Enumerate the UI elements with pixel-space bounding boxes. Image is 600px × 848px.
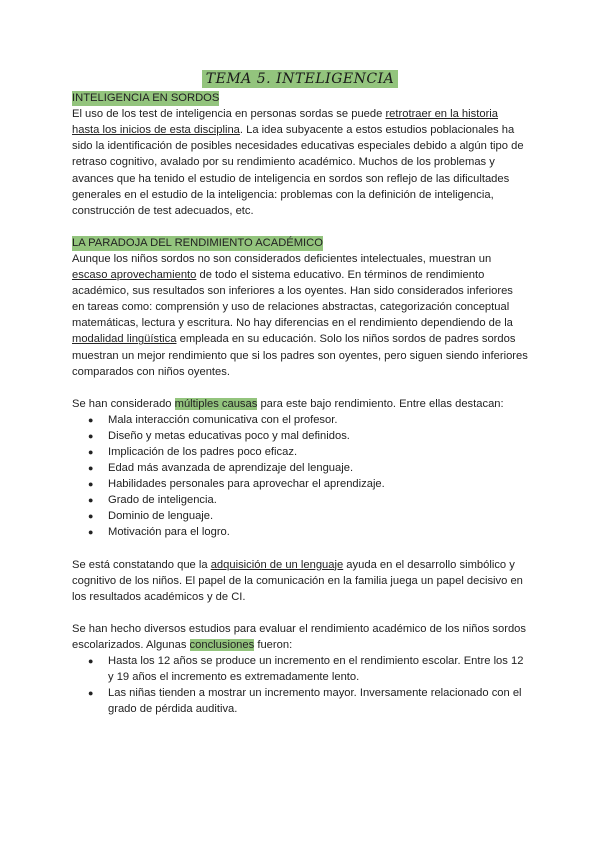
list-item: ● Habilidades personales para aprovechar el aprendizaje. [108, 476, 528, 492]
highlighted-text: conclusiones [189, 638, 255, 651]
underlined-text: adquisición de un lenguaje [210, 558, 344, 571]
paragraph-causas [72, 396, 528, 412]
text-run: Se está constatando que la [72, 558, 211, 571]
list-item: ● Mala interacción comunicativa con el profesor. [108, 412, 528, 428]
text-run: empleada en su educación. Solo los niños sordos de padres sordos muestran un mejor rendimiento que si los padres son oyentes, pero siguen siendo inferiores comparados con niños oyentes. [72, 333, 528, 378]
list-item: ● Las niñas tienden a mostrar un incremento mayor. Inversamente relacionado con el grado de pérdida auditiva. [108, 685, 528, 717]
section-heading-paradoja: LA PARADOJA DEL RENDIMIENTO ACADÉMICO [72, 236, 323, 249]
underlined-text: modalidad lingüística [72, 333, 177, 346]
text-run: . La idea subyacente a estos estudios poblacionales ha sido la identificación de posibles necesidades educativas especiales debido a algún tipo de retraso cognitivo, avalado por su rendimiento académico. Muchos de los problemas y avances que ha tenido el estudio de inteligencia en sordos son reflejo de las dificultades generales en el estudio de la inteligencia: problemas con la definición de inteligencia, construcción de test adecuados, etc. [72, 124, 524, 217]
list-item: ● Dominio de lenguaje. [108, 508, 528, 524]
list-item: ● Edad más avanzada de aprendizaje del lenguaje. [108, 460, 528, 476]
title-wrap [72, 70, 528, 88]
text-run: Aunque los niños sordos no son considerados deficientes intelectuales, muestran un [72, 252, 492, 265]
conclusions-list [72, 653, 528, 717]
list-item: ● Hasta los 12 años se produce un incremento en el rendimiento escolar. Entre los 12 y 19 años el incremento es extremadamente lento. [108, 653, 528, 685]
document-page [72, 70, 528, 717]
text-run: Se han hecho diversos estudios para evaluar el rendimiento académico de los niños sordos escolarizados. Algunas [72, 622, 526, 651]
text-run: fueron: [254, 638, 293, 651]
paragraph-estudios [72, 621, 528, 653]
text-run: ayuda en el desarrollo simbólico y cognitivo de los niños. El papel de la comunicación en la familia juega un papel decisivo en los resultados académicos y de CI. [72, 558, 523, 603]
section-heading-inteligencia-sordos: INTELIGENCIA EN SORDOS [72, 92, 220, 105]
list-item: ● Grado de inteligencia. [108, 492, 528, 508]
page-title: TEMA 5. INTELIGENCIA [202, 70, 398, 88]
paragraph-lenguaje [72, 557, 528, 605]
list-item: ● Implicación de los padres poco eficaz. [108, 444, 528, 460]
text-run: de todo el sistema educativo. En términos de rendimiento académico, sus resultados son inferiores a los oyentes. Han sido considerados inferiores en tareas como: comprensión y uso de relaciones abstractas, categorización conceptual matemáticas, lectura y escritura. No hay diferencias en el rendimiento dependiendo de la [72, 269, 513, 330]
text-run: Se han considerado [72, 397, 175, 410]
underlined-text: escaso aprovechamiento [72, 269, 197, 282]
causes-list [72, 412, 528, 541]
paragraph-intro [72, 106, 528, 219]
highlighted-text: múltiples causas [174, 397, 258, 410]
text-run: El uso de los test de inteligencia en personas sordas se puede [72, 108, 386, 121]
list-item: ● Motivación para el logro. [108, 524, 528, 540]
underlined-text: retrotraer en la historia hasta los inicios de esta disciplina [72, 108, 499, 137]
list-item: ● Diseño y metas educativas poco y mal definidos. [108, 428, 528, 444]
paragraph-paradoja [72, 251, 528, 380]
text-run: para este bajo rendimiento. Entre ellas destacan: [257, 397, 504, 410]
